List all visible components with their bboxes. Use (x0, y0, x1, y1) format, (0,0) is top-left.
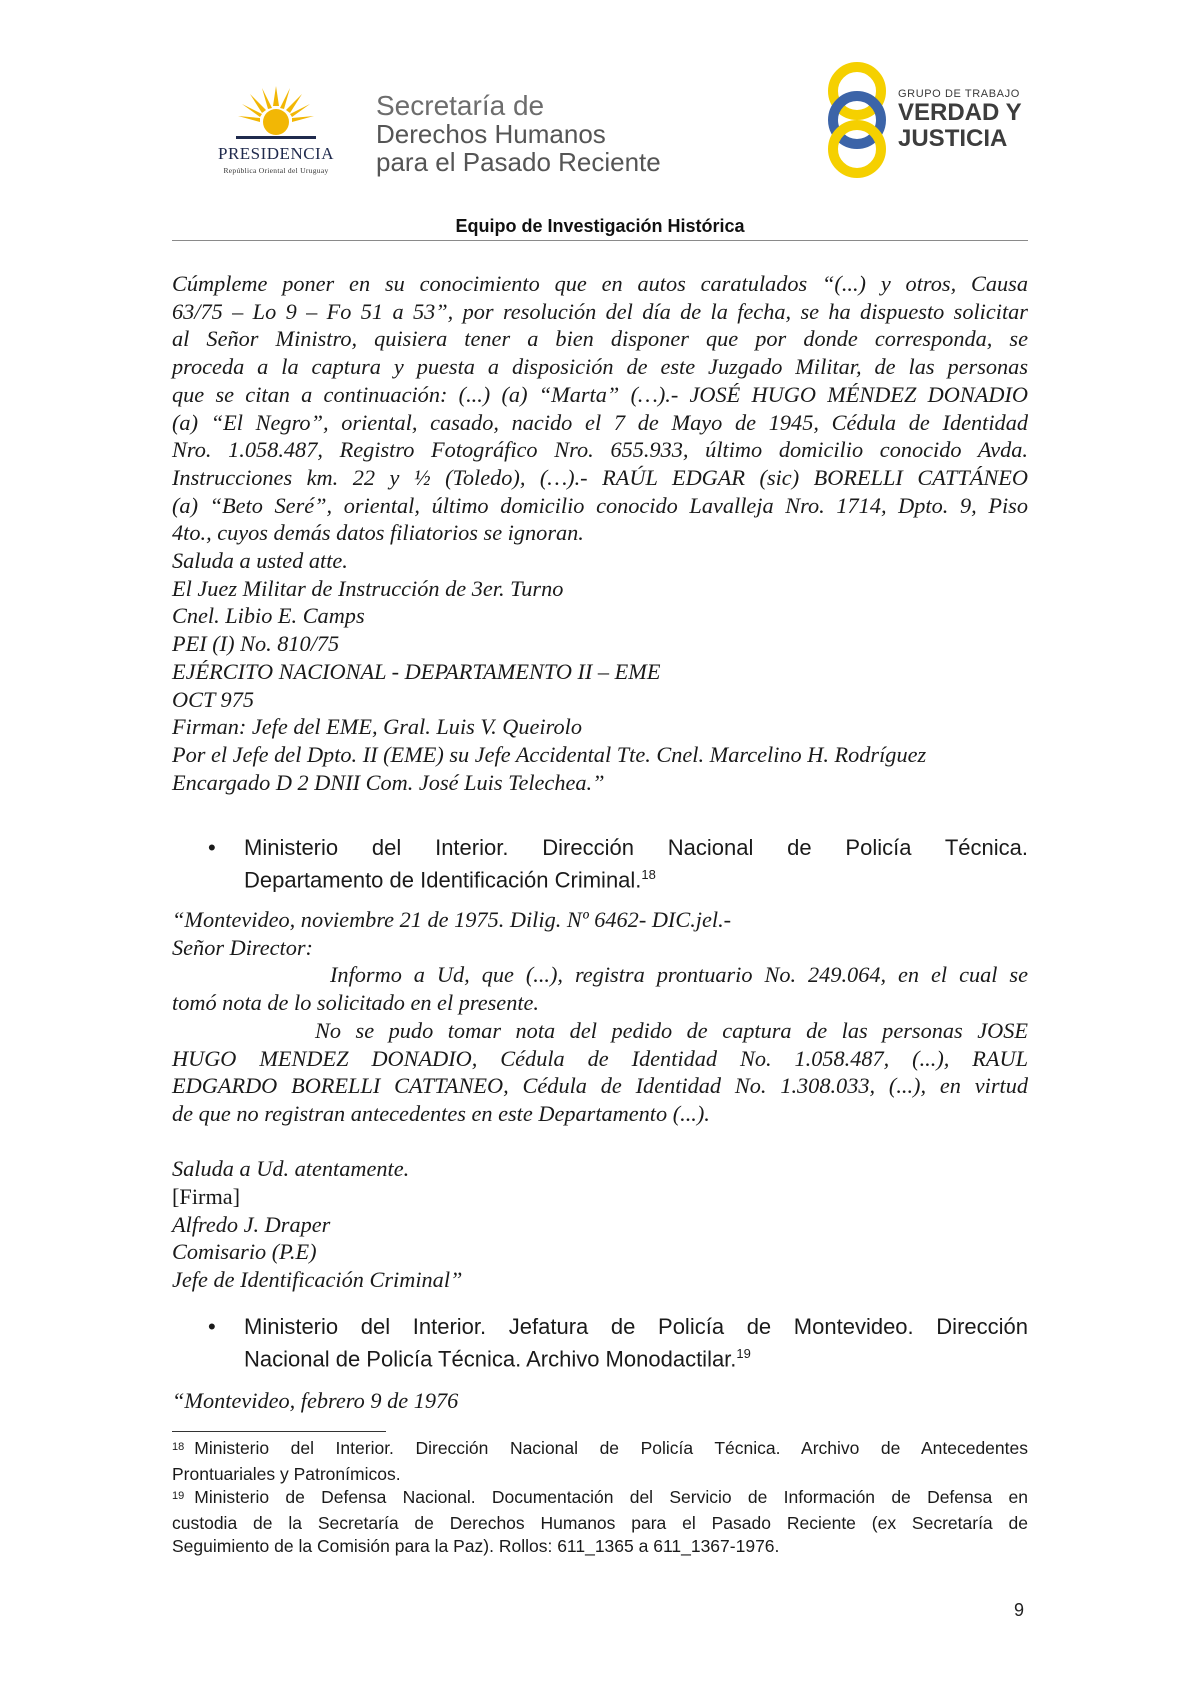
signature-line: Saluda a Ud. atentamente. (172, 1156, 410, 1182)
text-line: “Montevideo, febrero 9 de 1976 (172, 1388, 459, 1413)
bullet-line: Departamento de Identificación Criminal. (244, 867, 642, 893)
signature-line: Jefe de Identificación Criminal” (172, 1267, 463, 1293)
secretaria-line-3: para el Pasado Reciente (376, 147, 661, 177)
bullet-icon: • (208, 1314, 216, 1339)
verdad-justicia-logo (822, 58, 1032, 183)
signature-line: Cnel. Libio E. Camps (172, 603, 365, 629)
text-line: EDGARDO BORELLI CATTANEO, Cédula de Identidad No. 1.308.033, (...), en virtud (172, 1073, 1028, 1099)
text-line: al Señor Ministro, quisiera tener a bien disponer que por donde corresponda, se (172, 326, 1028, 352)
footnote-text: Ministerio de Defensa Nacional. Documentación del Servicio de Información de Defensa en (194, 1487, 1028, 1507)
text-line: (a) “Beto Seré”, oriental, último domicilio conocido Lavalleja Nro. 1714, Dpto. 9, Piso (172, 492, 1028, 518)
signature-line: EJÉRCITO NACIONAL - DEPARTAMENTO II – EME (172, 658, 661, 684)
vyj-line-1: VERDAD Y (898, 99, 1022, 126)
header-divider (172, 240, 1028, 241)
text-line: Instrucciones km. 22 y ½ (Toledo), (…).- RAÚL EDGAR (sic) BORELLI CATTÁNEO (172, 464, 1028, 490)
footnote-text: Prontuariales y Patronímicos. (172, 1464, 401, 1484)
signature-line: Por el Jefe del Dpto. II (EME) su Jefe Accidental Tte. Cnel. Marcelino H. Rodríguez (172, 741, 927, 767)
vyj-small-label: GRUPO DE TRABAJO (898, 88, 1020, 100)
text-line: “Montevideo, noviembre 21 de 1975. Dilig. Nº 6462- DIC.jel.- (172, 907, 732, 932)
team-heading: Equipo de Investigación Histórica (455, 216, 745, 236)
signature-placeholder: [Firma] (172, 1184, 241, 1210)
rings-icon (822, 58, 892, 183)
vyj-line-2: JUSTICIA (898, 125, 1008, 152)
footnote-number: 19 (172, 1490, 185, 1502)
footnote-number: 18 (172, 1441, 185, 1453)
text-line: Señor Director: (172, 934, 313, 960)
secretaria-line-2: Derechos Humanos (376, 119, 606, 149)
signature-line: El Juez Militar de Instrucción de 3er. Turno (172, 575, 564, 601)
text-line: (a) “El Negro”, oriental, casado, nacido el 7 de Mayo de 1945, Cédula de Identidad (172, 409, 1028, 435)
footnote-18 (172, 1437, 1028, 1486)
footnote-19 (172, 1486, 1028, 1558)
page-number: 9 (1014, 1600, 1025, 1620)
presidencia-name: PRESIDENCIA (217, 144, 334, 163)
blank-line (172, 1128, 1028, 1156)
footnote-text: Seguimiento de la Comisión para la Paz). Rollos: 611_1365 a 611_1367-1976. (172, 1536, 780, 1556)
bullet-icon: • (208, 835, 216, 860)
quoted-letter-paragraph (172, 270, 1028, 796)
text-line: de que no registran antecedentes en este Departamento (...). (172, 1100, 710, 1126)
text-line: Cúmpleme poner en su conocimiento que en autos caratulados “(...) y otros, Causa (172, 271, 1028, 296)
text-line: No se pudo tomar nota del pedido de captura de las personas JOSE (315, 1017, 1028, 1043)
signature-line: Comisario (P.E) (172, 1239, 317, 1265)
quoted-archive-entry (172, 1387, 1028, 1415)
footnote-ref[interactable]: 19 (736, 1346, 751, 1361)
footnote-text: Ministerio del Interior. Dirección Nacional de Policía Técnica. Archivo de Antecedentes (194, 1438, 1028, 1458)
text-line: proceda a la captura y puesta a disposición de este Juzgado Militar, de las personas (172, 354, 1028, 380)
bullet-line: Nacional de Policía Técnica. Archivo Monodactilar. (244, 1346, 737, 1372)
text-line: HUGO MENDEZ DONADIO, Cédula de Identidad No. 1.058.487, (...), RAUL (172, 1045, 1028, 1071)
signature-line: Encargado D 2 DNII Com. José Luis Telechea.” (172, 769, 605, 795)
signature-line: PEI (I) No. 810/75 (172, 631, 340, 657)
text-line: 63/75 – Lo 9 – Fo 51 a 53”, por resolución del día de la fecha, se ha dispuesto solicitar (172, 298, 1028, 324)
text-line: Informo a Ud, que (...), registra prontuario No. 249.064, en el cual se (330, 962, 1028, 988)
presidencia-subtitle: República Oriental del Uruguay (223, 166, 329, 175)
source-bullet (172, 834, 1028, 893)
sun-icon (236, 84, 316, 144)
text-line: Nro. 1.058.487, Registro Fotográfico Nro. 655.933, último domicilio conocido Avda. (172, 437, 1028, 463)
secretaria-line-1: Secretaría de (376, 90, 545, 121)
footnote-divider (172, 1431, 386, 1432)
bullet-line: Ministerio del Interior. Dirección Nacional de Policía Técnica. (244, 835, 1028, 860)
signature-line: Saluda a usted atte. (172, 548, 348, 574)
secretaria-logotype (376, 92, 661, 176)
signature-line: OCT 975 (172, 686, 254, 712)
footnote-ref[interactable]: 18 (641, 867, 656, 882)
signature-line: Firman: Jefe del EME, Gral. Luis V. Queirolo (172, 714, 582, 740)
source-bullet (172, 1313, 1028, 1372)
text-line: tomó nota de lo solicitado en el presente. (172, 990, 540, 1016)
presidencia-logo (196, 84, 356, 180)
footnotes (172, 1437, 1028, 1558)
quoted-police-report (172, 906, 1028, 1294)
bullet-line: Ministerio del Interior. Jefatura de Policía de Montevideo. Dirección (244, 1314, 1028, 1339)
text-line: que se citan a continuación: (...) (a) “Marta” (…).- JOSÉ HUGO MÉNDEZ DONADIO (172, 381, 1028, 407)
signature-line: Alfredo J. Draper (172, 1211, 331, 1237)
footnote-text: custodia de la Secretaría de Derechos Humanos para el Pasado Reciente (ex Secretaría de (172, 1513, 1028, 1533)
text-line: 4to., cuyos demás datos filiatorios se ignoran. (172, 520, 584, 546)
